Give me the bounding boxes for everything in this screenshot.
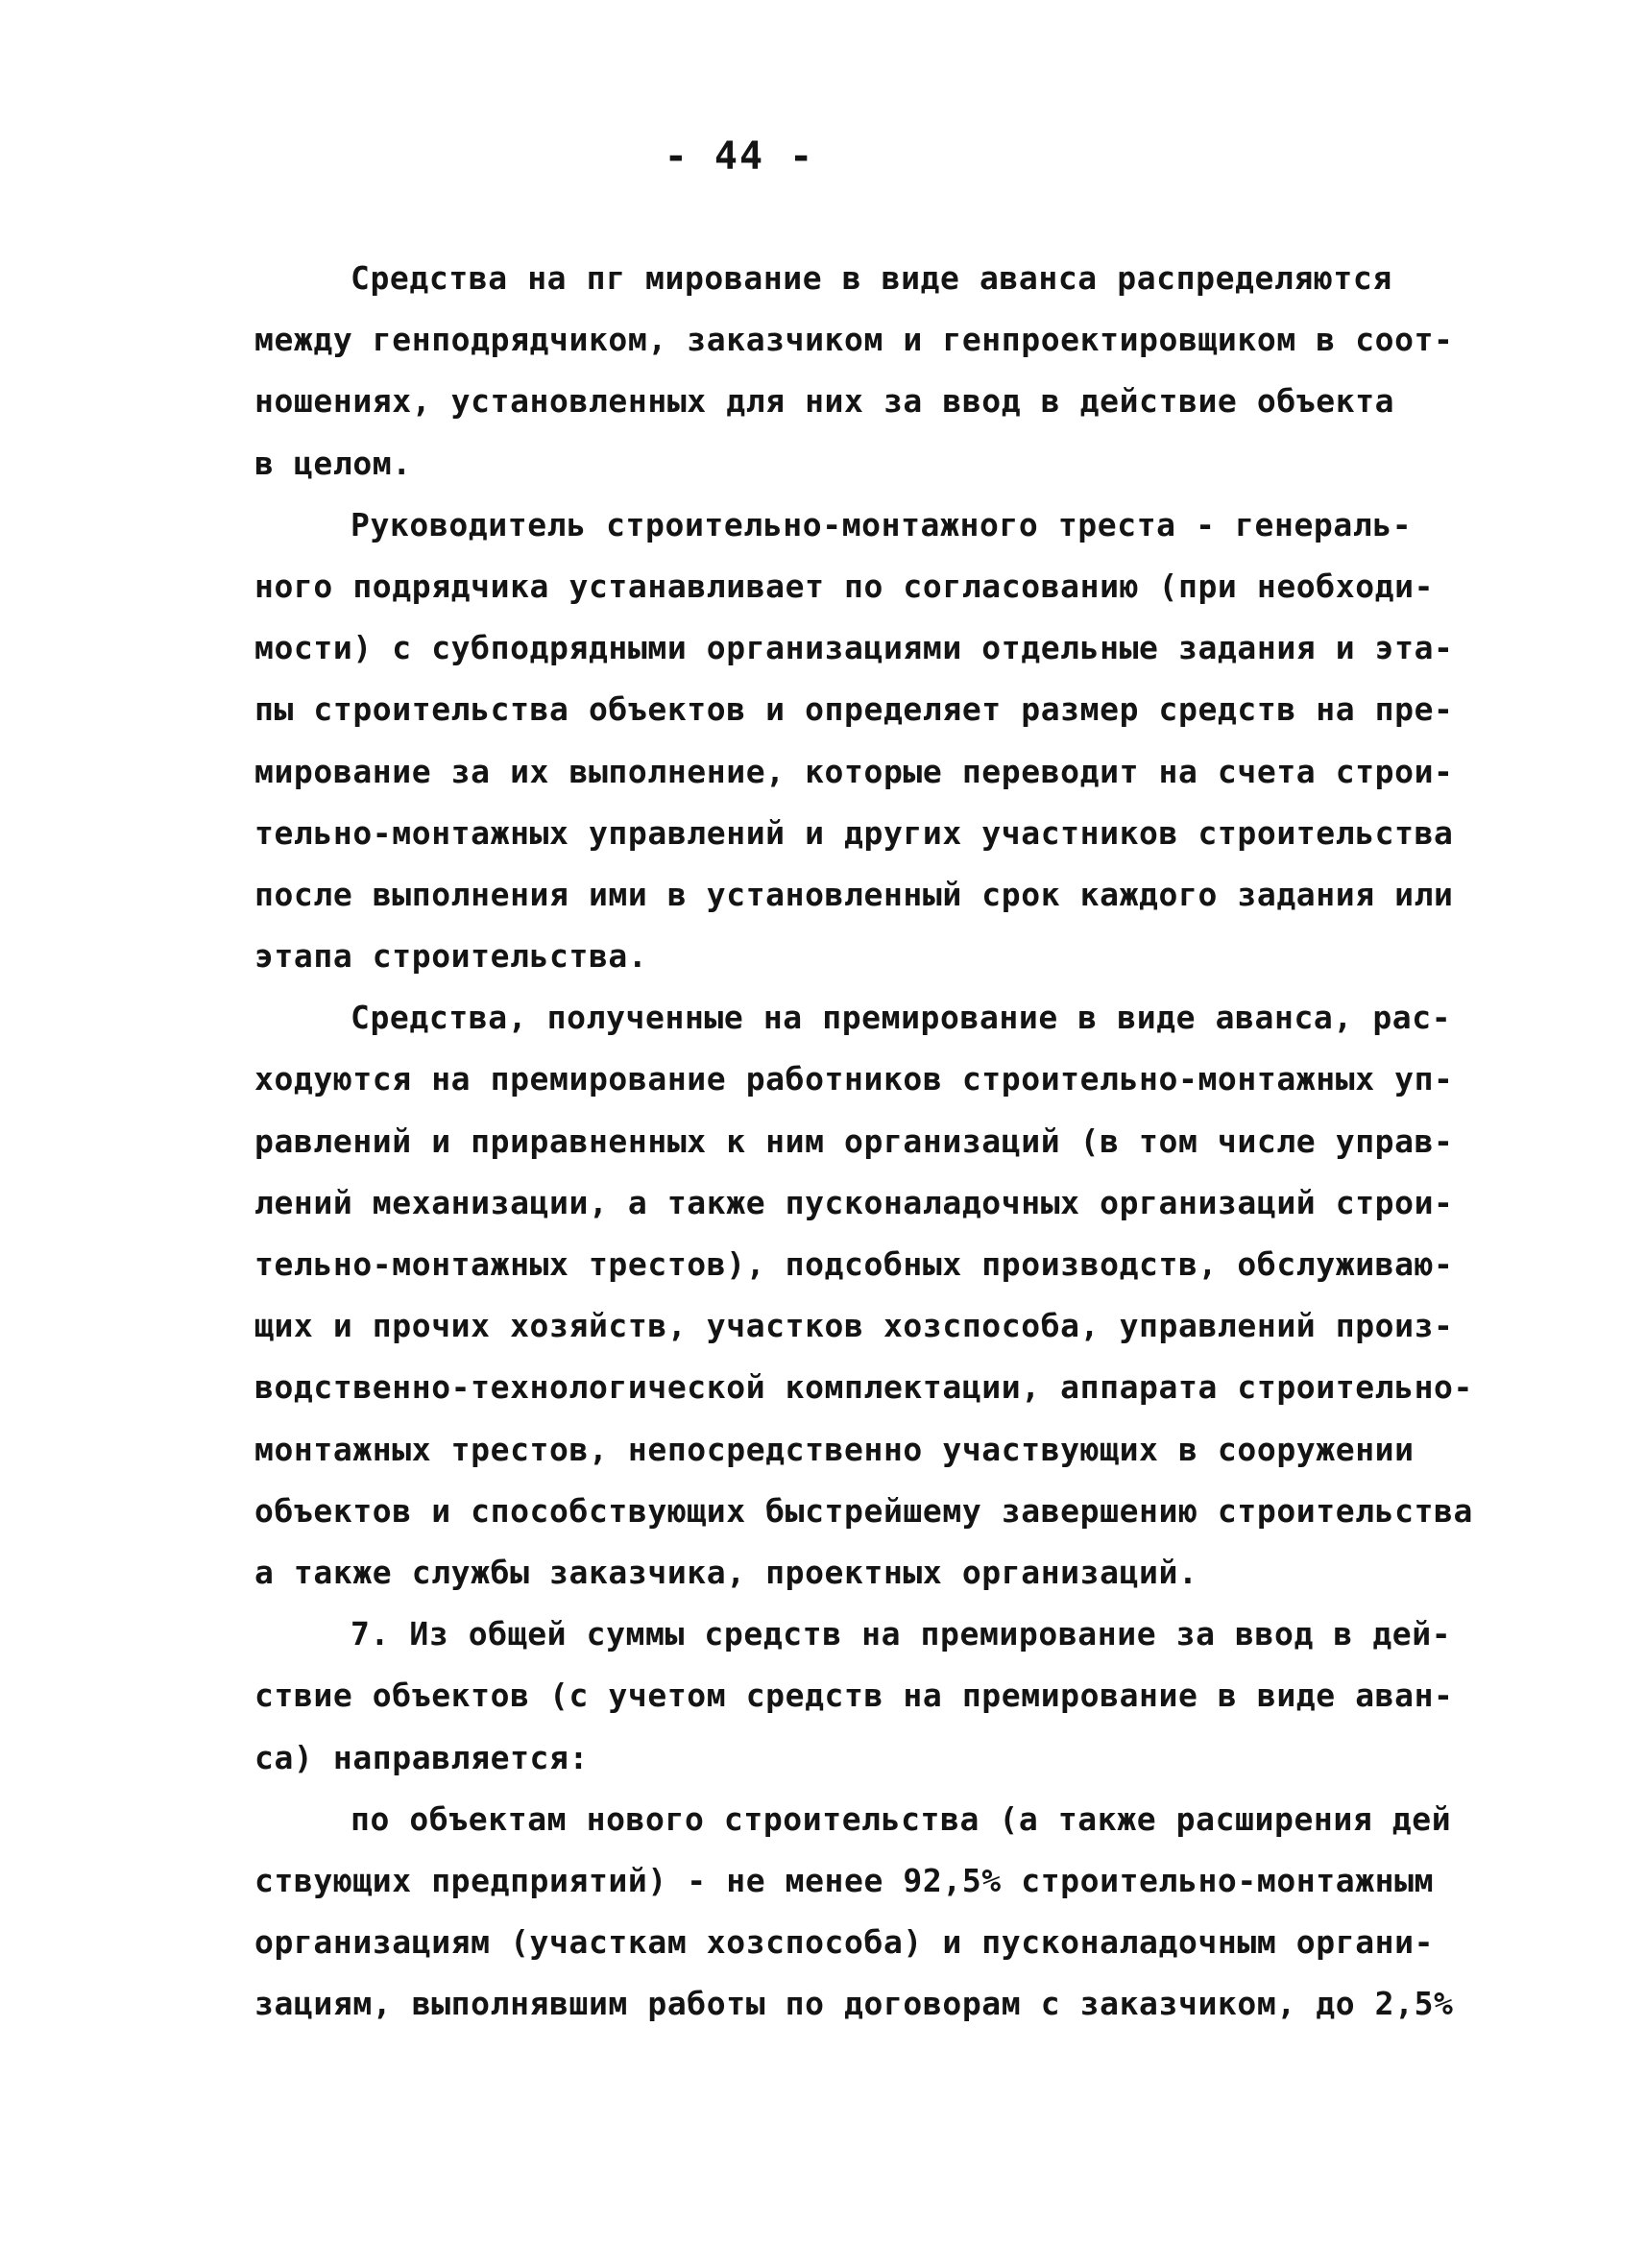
text-line: организациям (участкам хозспособа) и пусконаладочным органи- [254,1923,1435,1962]
text-line: мирование за их выполнение, которые переводит на счета строи- [254,752,1454,790]
text-line: тельно-монтажных управлений и других участников строительства [254,813,1454,852]
document-body [254,248,1473,2035]
text-line: лений механизации, а также пусконаладочных организаций строи- [254,1183,1454,1221]
text-line: Средства, полученные на премирование в виде аванса, рас- [351,999,1452,1037]
text-line: тельно-монтажных трестов), подсобных производств, обслуживаю- [254,1245,1454,1283]
page-number: - 44 - [664,134,815,179]
text-line: Средства на пг мирование в виде аванса распределяются [351,259,1392,297]
text-line: мости) с субподрядными организациями отдельные задания и эта- [254,629,1454,667]
text-line: ствующих предприятий) - не менее 92,5% строительно-монтажным [254,1861,1435,1899]
text-line: по объектам нового строительства (а также расширения дей [351,1799,1452,1838]
text-line: ствие объектов (с учетом средств на премирование в виде аван- [254,1677,1454,1715]
text-line: монтажных трестов, непосредственно участвующих в сооружении [254,1430,1415,1468]
text-line: са) направляется: [254,1738,589,1776]
text-line: объектов и способствующих быстрейшему завершению строительства [254,1491,1473,1530]
text-line: в целом. [254,444,412,482]
text-line: щих и прочих хозяйств, участков хозспособа, управлений произ- [254,1307,1454,1345]
text-line: зациям, выполнявшим работы по договорам с заказчиком, до 2,5% [254,1985,1454,2023]
text-line: этапа строительства. [254,937,648,976]
text-line: ного подрядчика устанавливает по согласованию (при необходи- [254,567,1435,605]
text-line: а также службы заказчика, проектных организаций. [254,1553,1198,1591]
text-line: ходуются на премирование работников строительно-монтажных уп- [254,1060,1454,1098]
text-line: между генподрядчиком, заказчиком и генпроектировщиком в соот- [254,321,1454,359]
text-line: пы строительства объектов и определяет размер средств на пре- [254,690,1454,729]
text-line: 7. Из общей суммы средств на премирование за ввод в дей- [351,1615,1452,1653]
text-line: равлений и приравненных к ним организаций (в том числе управ- [254,1122,1454,1160]
text-line: водственно-технологической комплектации, аппарата строительно- [254,1368,1473,1407]
text-line: ношениях, установленных для них за ввод в действие объекта [254,382,1395,421]
text-line: Руководитель строительно-монтажного треста - генераль- [351,505,1413,543]
text-line: после выполнения ими в установленный срок каждого задания или [254,875,1454,913]
